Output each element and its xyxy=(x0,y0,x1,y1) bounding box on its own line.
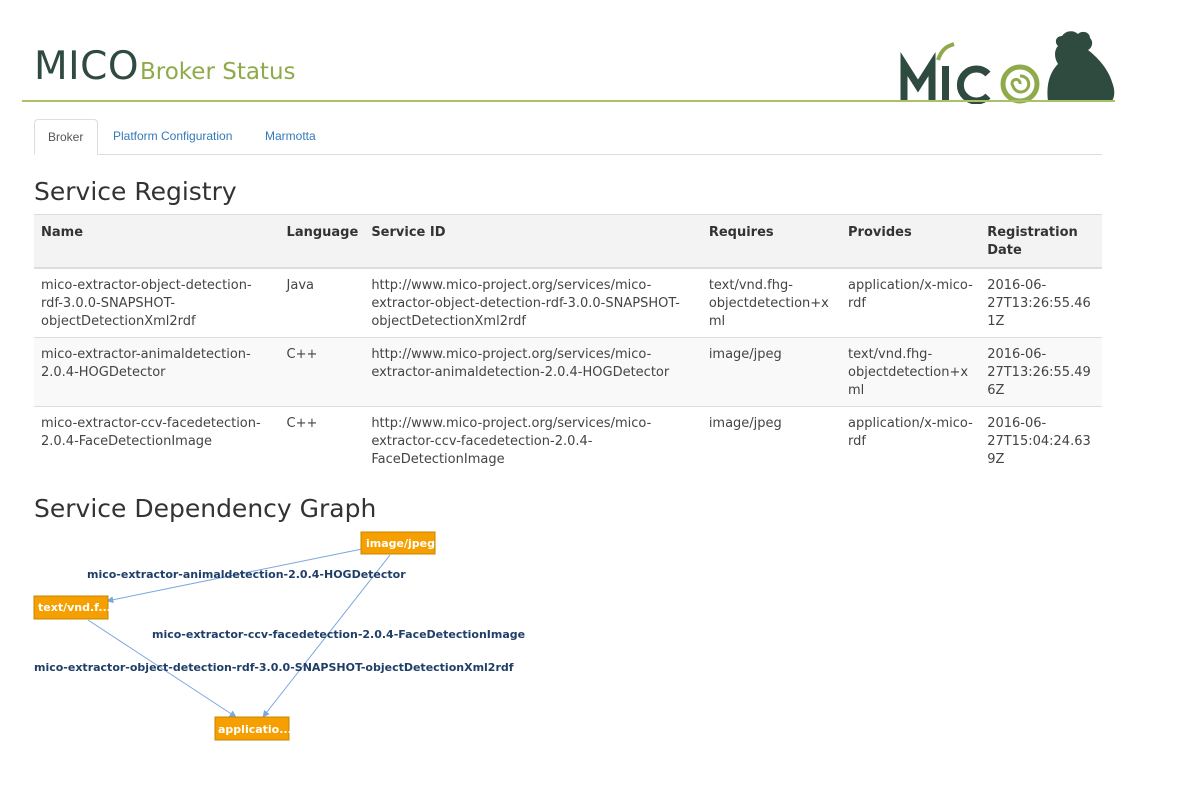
cell-language: Java xyxy=(280,268,365,338)
node-text-vnd[interactable] xyxy=(34,596,111,619)
column-header-requires[interactable]: Requires xyxy=(702,215,841,269)
table-row xyxy=(34,407,1102,476)
node-application[interactable] xyxy=(215,717,292,740)
cell-service-id: http://www.mico-project.org/services/mico-extractor-animaldetection-2.0.4-HOGDetector xyxy=(364,338,702,407)
table-row xyxy=(34,268,1102,338)
cell-requires: image/jpeg xyxy=(702,338,841,407)
cell-name: mico-extractor-ccv-facedetection-2.0.4-FaceDetectionImage xyxy=(34,407,280,476)
dependency-graph-heading: Service Dependency Graph xyxy=(34,494,377,523)
page-title: MICO xyxy=(34,44,140,89)
cell-language: C++ xyxy=(280,407,365,476)
cell-provides: application/x-mico-rdf xyxy=(841,268,980,338)
nav-tabs xyxy=(34,119,1102,155)
cell-provides: application/x-mico-rdf xyxy=(841,407,980,476)
cell-service-id: http://www.mico-project.org/services/mico-extractor-ccv-facedetection-2.0.4-FaceDetectionImage xyxy=(364,407,702,476)
cell-registration-date: 2016-06-27T15:04:24.639Z xyxy=(980,407,1102,476)
edge-label-animaldetection: mico-extractor-animaldetection-2.0.4-HOGDetector xyxy=(87,568,406,581)
cell-requires: image/jpeg xyxy=(702,407,841,476)
edge-label-objectdetection: mico-extractor-object-detection-rdf-3.0.0-SNAPSHOT-objectDetectionXml2rdf xyxy=(34,661,514,674)
column-header-provides[interactable]: Provides xyxy=(841,215,980,269)
table-row xyxy=(34,338,1102,407)
cell-name: mico-extractor-animaldetection-2.0.4-HOGDetector xyxy=(34,338,280,407)
cell-registration-date: 2016-06-27T13:26:55.496Z xyxy=(980,338,1102,407)
cell-provides: text/vnd.fhg-objectdetection+xml xyxy=(841,338,980,407)
dependency-graph xyxy=(0,520,600,780)
column-header-service-id[interactable]: Service ID xyxy=(364,215,702,269)
page-header xyxy=(0,0,1180,104)
column-header-language[interactable]: Language xyxy=(280,215,365,269)
column-header-name[interactable]: Name xyxy=(34,215,280,269)
mico-logo xyxy=(898,26,1118,104)
column-header-registration-date[interactable]: Registration Date xyxy=(980,215,1102,269)
table-header-row xyxy=(34,215,1102,269)
cell-service-id: http://www.mico-project.org/services/mico-extractor-object-detection-rdf-3.0.0-SNAPSHOT-objectDetectionXml2rdf xyxy=(364,268,702,338)
tab-marmotta[interactable]: Marmotta xyxy=(265,129,316,143)
node-label-application: applicatio... xyxy=(218,723,292,736)
cell-requires: text/vnd.fhg-objectdetection+xml xyxy=(702,268,841,338)
node-label-image-jpeg: image/jpeg xyxy=(366,537,435,550)
node-label-text-vnd: text/vnd.f... xyxy=(38,601,111,614)
cell-registration-date: 2016-06-27T13:26:55.461Z xyxy=(980,268,1102,338)
dependency-graph-canvas xyxy=(0,520,600,780)
cell-name: mico-extractor-object-detection-rdf-3.0.0-SNAPSHOT-objectDetectionXml2rdf xyxy=(34,268,280,338)
service-registry-heading: Service Registry xyxy=(34,177,237,206)
tab-broker[interactable]: Broker xyxy=(34,119,98,155)
page-subtitle: Broker Status xyxy=(140,59,296,85)
node-image-jpeg[interactable] xyxy=(361,532,435,554)
cell-language: C++ xyxy=(280,338,365,407)
header-divider xyxy=(22,100,1115,102)
edge-label-facedetection: mico-extractor-ccv-facedetection-2.0.4-FaceDetectionImage xyxy=(152,628,526,641)
tab-platform-configuration[interactable]: Platform Configuration xyxy=(113,129,233,143)
service-registry-table xyxy=(34,214,1102,475)
